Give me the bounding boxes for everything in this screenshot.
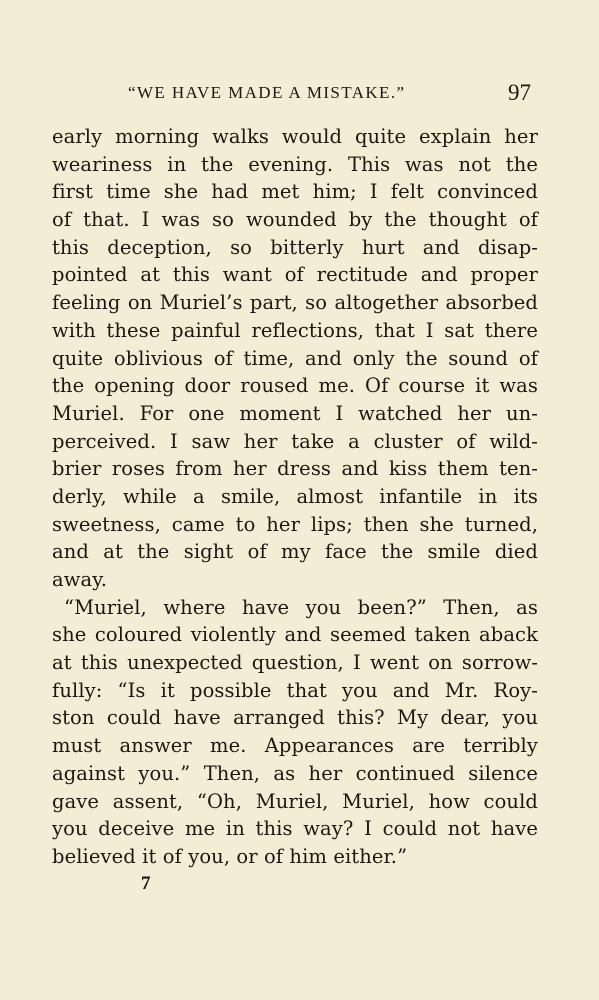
text-line: and at the sight of my face the smile died <box>52 540 538 564</box>
text-line: she coloured violently and seemed taken aback <box>52 623 538 647</box>
text-line: first time she had met him; I felt convinced <box>52 180 538 204</box>
text-line: perceived. I saw her take a cluster of wild- <box>52 429 538 453</box>
text-line: derly, while a smile, almost infantile in its <box>52 484 538 508</box>
text-line: feeling on Muriel’s part, so altogether absorbed <box>52 291 538 315</box>
text-line: weariness in the evening. This was not the <box>52 152 538 176</box>
text-line: with these painful reflections, that I sat there <box>52 318 538 342</box>
chapter-title: “WE HAVE MADE A MISTAKE.” <box>128 83 406 102</box>
text-line: “Muriel, where have you been?” Then, as <box>64 595 538 619</box>
text-line: this deception, so bitterly hurt and disap- <box>52 235 538 259</box>
running-head <box>0 79 599 107</box>
text-line: away. <box>52 568 108 591</box>
text-line: fully: “Is it possible that you and Mr. Roy- <box>52 678 538 702</box>
text-line: against you.” Then, as her continued silence <box>52 761 538 785</box>
text-line: pointed at this want of rectitude and proper <box>52 263 538 287</box>
page-number: 97 <box>508 80 531 105</box>
text-line: believed it of you, or of him either.” <box>52 844 408 868</box>
text-line: gave assent, “Oh, Muriel, Muriel, how could <box>52 789 538 813</box>
text-line: Muriel. For one moment I watched her un- <box>52 401 538 425</box>
text-line: must answer me. Appearances are terribly <box>52 734 538 758</box>
text-line: sweetness, came to her lips; then she turned, <box>52 512 538 536</box>
body-text <box>52 123 538 871</box>
text-line: ston could have arranged this? My dear, you <box>52 706 538 730</box>
text-line: the opening door roused me. Of course it was <box>52 374 538 398</box>
text-line: brier roses from her dress and kiss them ten- <box>52 457 538 481</box>
text-line: at this unexpected question, I went on sorrow- <box>52 651 538 675</box>
text-line: of that. I was so wounded by the thought of <box>52 208 538 232</box>
text-line: quite oblivious of time, and only the sound of <box>52 346 538 370</box>
text-line: early morning walks would quite explain her <box>52 125 538 148</box>
text-line: you deceive me in this way? I could not have <box>52 817 538 841</box>
signature-mark: 7 <box>141 873 151 894</box>
